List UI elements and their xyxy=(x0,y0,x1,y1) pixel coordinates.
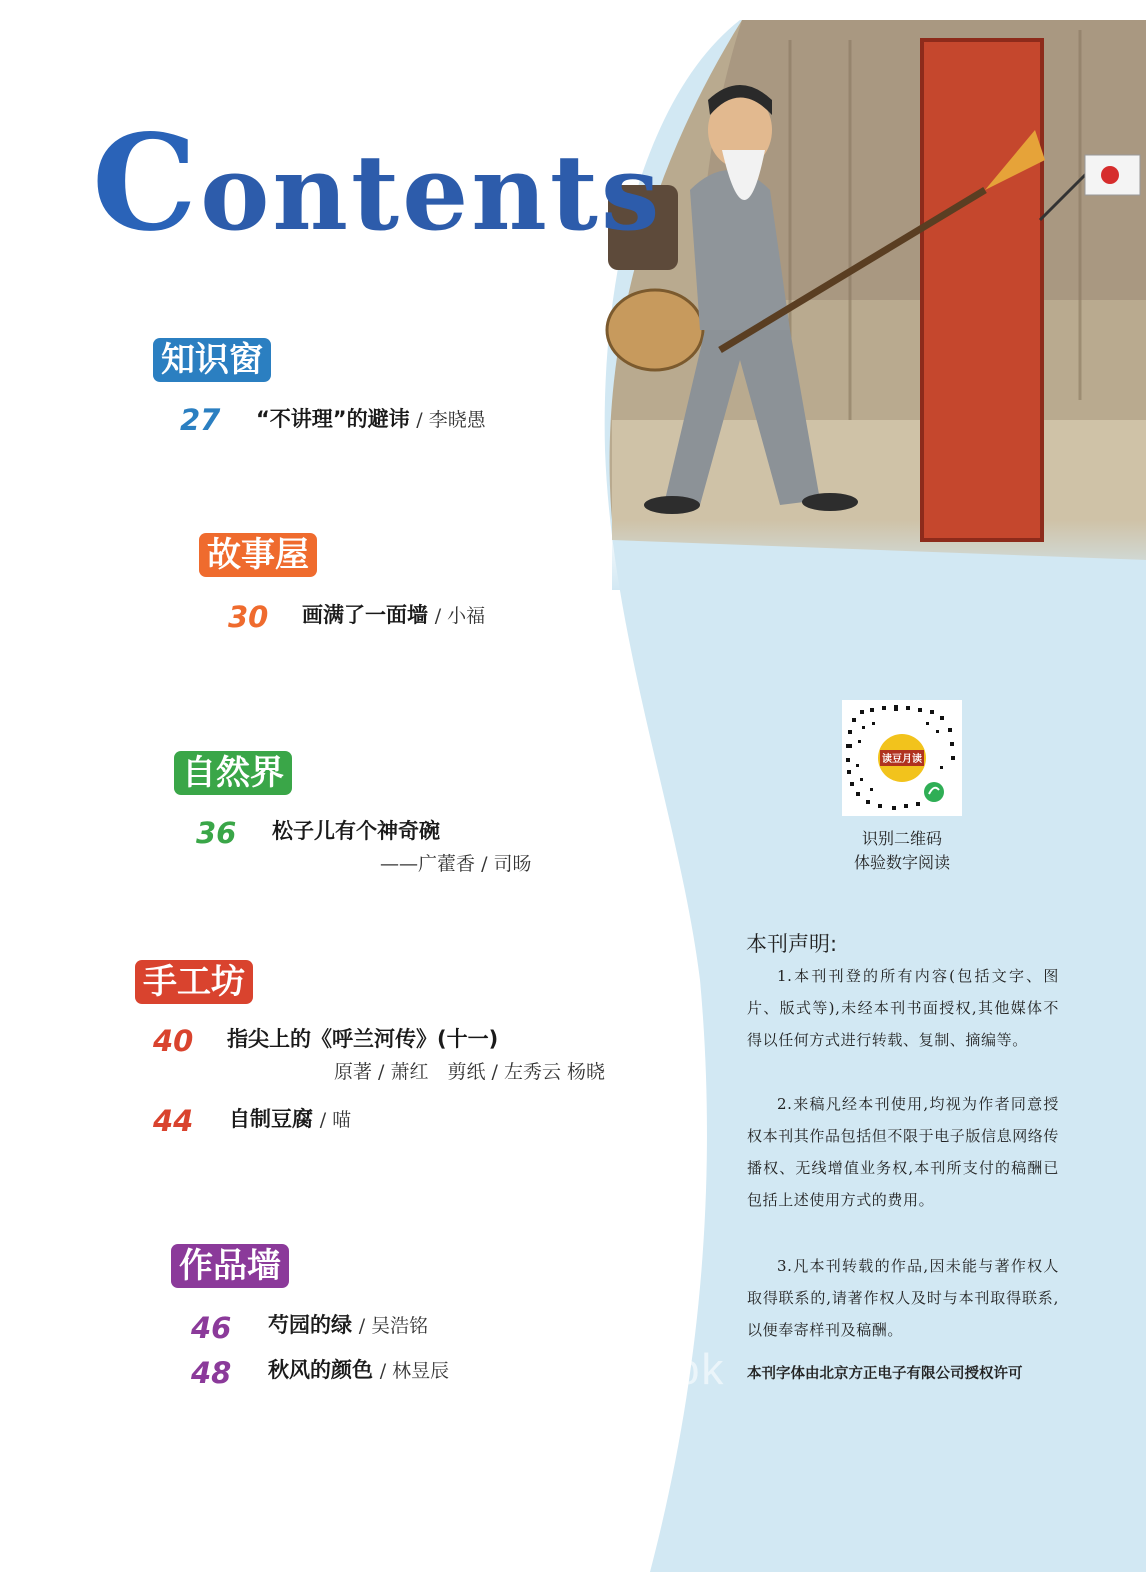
qr-code-icon xyxy=(842,700,962,816)
entry-title: 松子儿有个神奇碗 xyxy=(272,819,440,843)
qr-code[interactable] xyxy=(842,700,962,816)
page-title xyxy=(92,106,663,261)
title-capital: C xyxy=(92,106,201,261)
toc-entry[interactable] xyxy=(272,816,440,846)
notice-footer: 本刊字体由北京方正电子有限公司授权许可 xyxy=(747,1366,1023,1382)
section-tag-ziranjie: 自然界 xyxy=(174,751,292,795)
section-tag-shougongfang: 手工坊 xyxy=(135,960,253,1004)
entry-title: 指尖上的《呼兰河传》(十一) xyxy=(227,1027,499,1051)
notice-paragraph-1: 1.本刊刊登的所有内容(包括文字、图片、版式等),未经本刊书面授权,其他媒体不得以任何方式进行转载、复制、摘编等。 xyxy=(747,967,1059,1049)
qr-logo-text: 读豆月读 xyxy=(882,754,922,765)
entry-title: 画满了一面墙 xyxy=(302,603,428,627)
page-number: 30 xyxy=(228,600,269,634)
notice-title: 本刊声明: xyxy=(746,932,838,956)
toc-entry[interactable] xyxy=(268,1355,449,1386)
entry-subtitle: ——广藿香 xyxy=(380,853,476,875)
page-number: 40 xyxy=(153,1024,194,1058)
qr-caption-line2: 体验数字阅读 xyxy=(853,853,950,872)
entry-author: / 小福 xyxy=(434,605,486,627)
toc-entry[interactable] xyxy=(229,1104,351,1135)
entry-subtitle-line xyxy=(380,850,532,878)
entry-title: “不讲理”的避讳 xyxy=(256,407,410,431)
toc-entry[interactable] xyxy=(268,1310,428,1341)
entry-author: / 李晓愚 xyxy=(416,409,486,431)
qr-caption-line1: 识别二维码 xyxy=(861,829,942,848)
entry-credits: 原著 / 萧红 剪纸 / 左秀云 杨晓 xyxy=(334,1061,606,1083)
toc-entry[interactable] xyxy=(302,600,485,631)
page-number: 36 xyxy=(196,816,237,850)
notice-paragraph-2: 2.来稿凡经本刊使用,均视为作者同意授权本刊其作品包括但不限于电子版信息网络传播权、无线增值业务权,本刊所支付的稿酬已包括上述使用方式的费用。 xyxy=(747,1095,1060,1209)
page-number: 46 xyxy=(191,1311,232,1345)
entry-author: / 吴浩铭 xyxy=(358,1315,429,1337)
entry-author: / 林昱辰 xyxy=(379,1360,450,1382)
entry-title: 自制豆腐 xyxy=(229,1107,313,1131)
page-number: 44 xyxy=(153,1104,194,1138)
section-tag-zuopinqiang: 作品墙 xyxy=(171,1244,289,1288)
toc-entry[interactable] xyxy=(227,1024,498,1054)
section-tag-gushiwu: 故事屋 xyxy=(199,533,317,577)
section-tag-zhishichuang: 知识窗 xyxy=(153,338,271,382)
page-number: 27 xyxy=(180,403,221,437)
page-number: 48 xyxy=(191,1356,232,1390)
entry-title: 秋风的颜色 xyxy=(268,1358,373,1382)
entry-author: / 司旸 xyxy=(481,853,532,875)
watermark: book xyxy=(622,1345,726,1394)
toc-entry[interactable] xyxy=(256,404,486,435)
title-rest: ontents xyxy=(200,131,663,254)
entry-author: / 喵 xyxy=(319,1109,352,1131)
entry-title: 芍园的绿 xyxy=(268,1313,352,1337)
notice-paragraph-3: 3.凡本刊转载的作品,因未能与著作权人取得联系的,请著作权人及时与本刊取得联系,以便奉寄样刊及稿酬。 xyxy=(747,1257,1059,1339)
